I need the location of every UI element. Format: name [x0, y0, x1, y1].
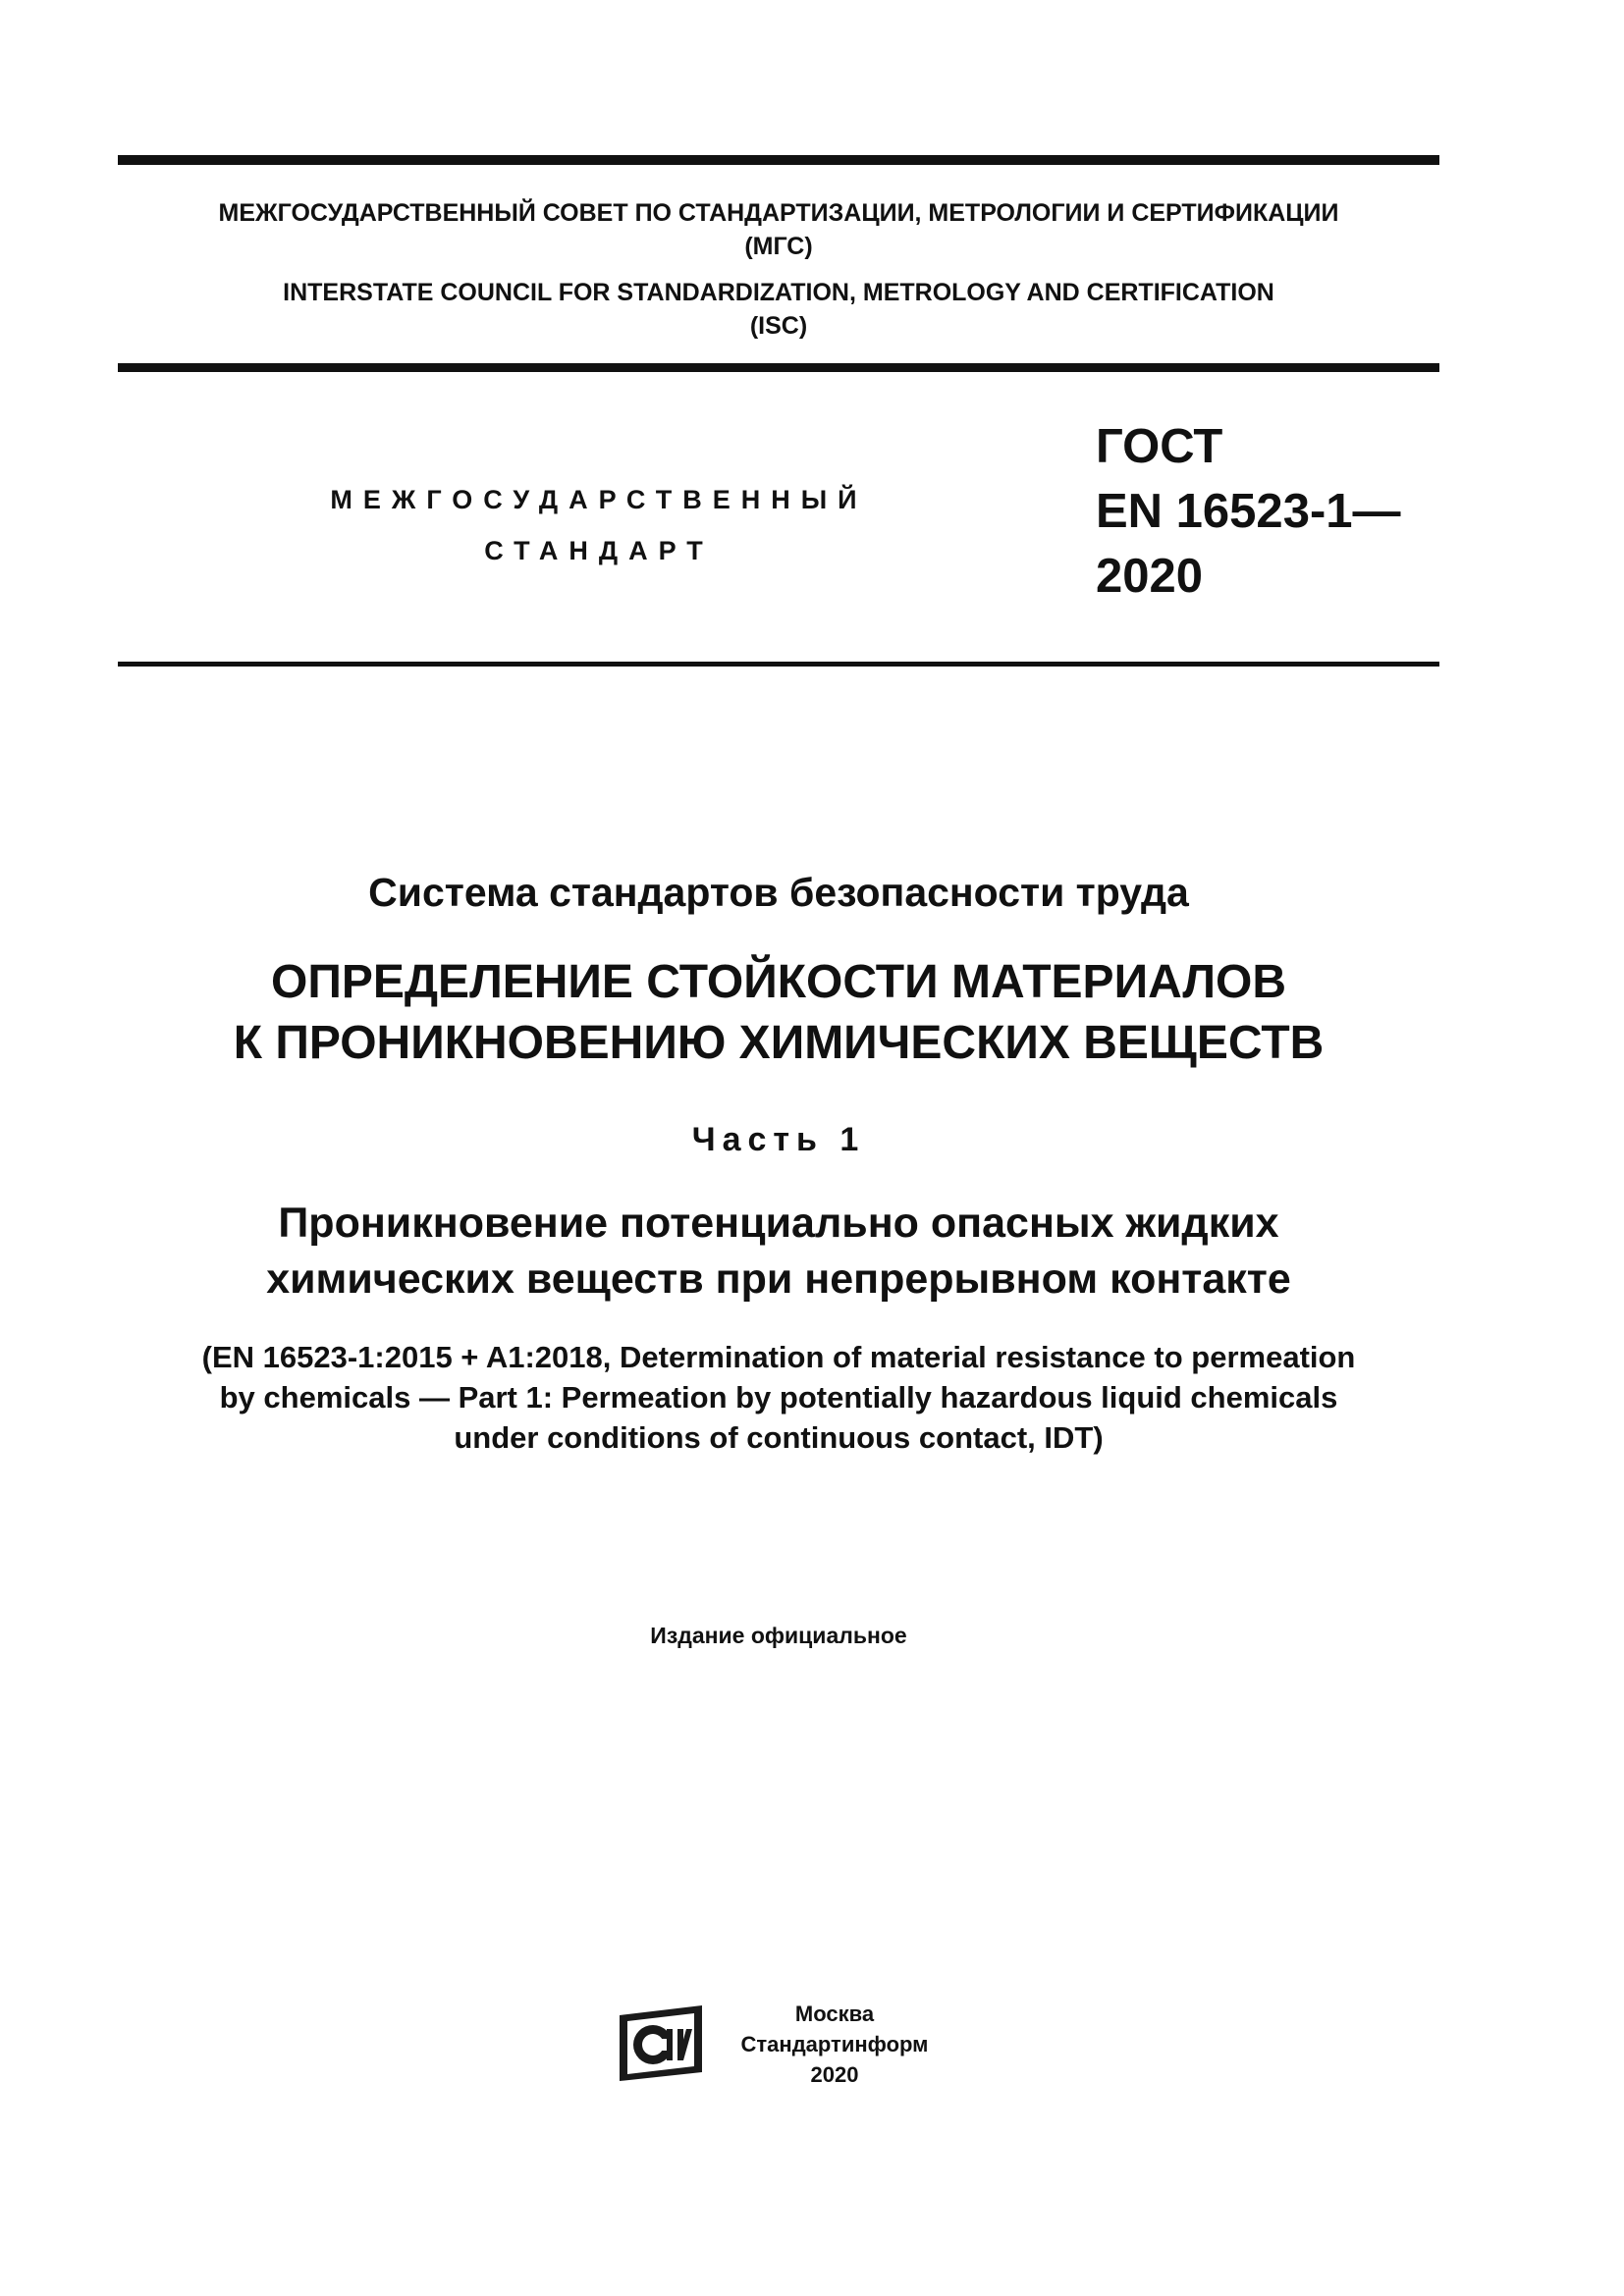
part-subtitle — [118, 1196, 1439, 1308]
edition-note: Издание официальное — [650, 1623, 907, 1648]
designation-line1: ГОСТ — [1096, 420, 1223, 473]
council-abbrev-ru: (МГС) — [744, 233, 813, 260]
original-reference-line1: (EN 16523-1:2015 + A1:2018, Determination of material resistance to permeation — [201, 1340, 1356, 1374]
publisher-name: Стандартинформ — [740, 2032, 929, 2056]
original-reference-line3: under conditions of continuous contact, IDT) — [454, 1420, 1104, 1455]
main-title — [118, 952, 1439, 1074]
main-title-line1: ОПРЕДЕЛЕНИЕ СТОЙКОСТИ МАТЕРИАЛОВ — [270, 956, 1286, 1008]
council-abbrev-en: (ISC) — [749, 312, 808, 340]
council-name-ru — [118, 196, 1439, 263]
designation-line3: 2020 — [1096, 550, 1204, 603]
designation-line2: EN 16523-1— — [1096, 485, 1401, 538]
standartinform-logo-icon — [616, 2003, 706, 2083]
publisher-year: 2020 — [810, 2062, 859, 2087]
part-subtitle-line2: химических веществ при непрерывном контакте — [266, 1255, 1291, 1303]
original-reference-line2: by chemicals — Part 1: Permeation by potentially hazardous liquid chemicals — [219, 1380, 1338, 1415]
part-label: Часть 1 — [691, 1121, 866, 1158]
standard-type-line2: СТАНДАРТ — [484, 536, 714, 565]
council-name-en — [118, 276, 1439, 343]
publisher-city: Москва — [794, 2002, 875, 2026]
standard-type — [275, 474, 923, 576]
designation-rule — [118, 662, 1439, 667]
council-name-ru-line1: МЕЖГОСУДАРСТВЕННЫЙ СОВЕТ ПО СТАНДАРТИЗАЦИИ, МЕТРОЛОГИИ И СЕРТИФИКАЦИИ — [218, 199, 1339, 227]
council-name-en-line1: INTERSTATE COUNCIL FOR STANDARDIZATION, METROLOGY AND CERTIFICATION — [283, 279, 1274, 306]
original-standard-reference — [118, 1337, 1439, 1458]
part-subtitle-line1: Проникновение потенциально опасных жидких — [278, 1200, 1279, 1247]
top-rule — [118, 155, 1439, 165]
standard-designation — [1096, 414, 1401, 609]
publisher-info — [727, 1999, 943, 2090]
header-bottom-rule — [118, 363, 1439, 372]
system-title: Система стандартов безопасности труда — [368, 870, 1189, 915]
main-title-line2: К ПРОНИКНОВЕНИЮ ХИМИЧЕСКИХ ВЕЩЕСТВ — [233, 1017, 1325, 1069]
standard-type-line1: МЕЖГОСУДАРСТВЕННЫЙ — [330, 485, 868, 514]
